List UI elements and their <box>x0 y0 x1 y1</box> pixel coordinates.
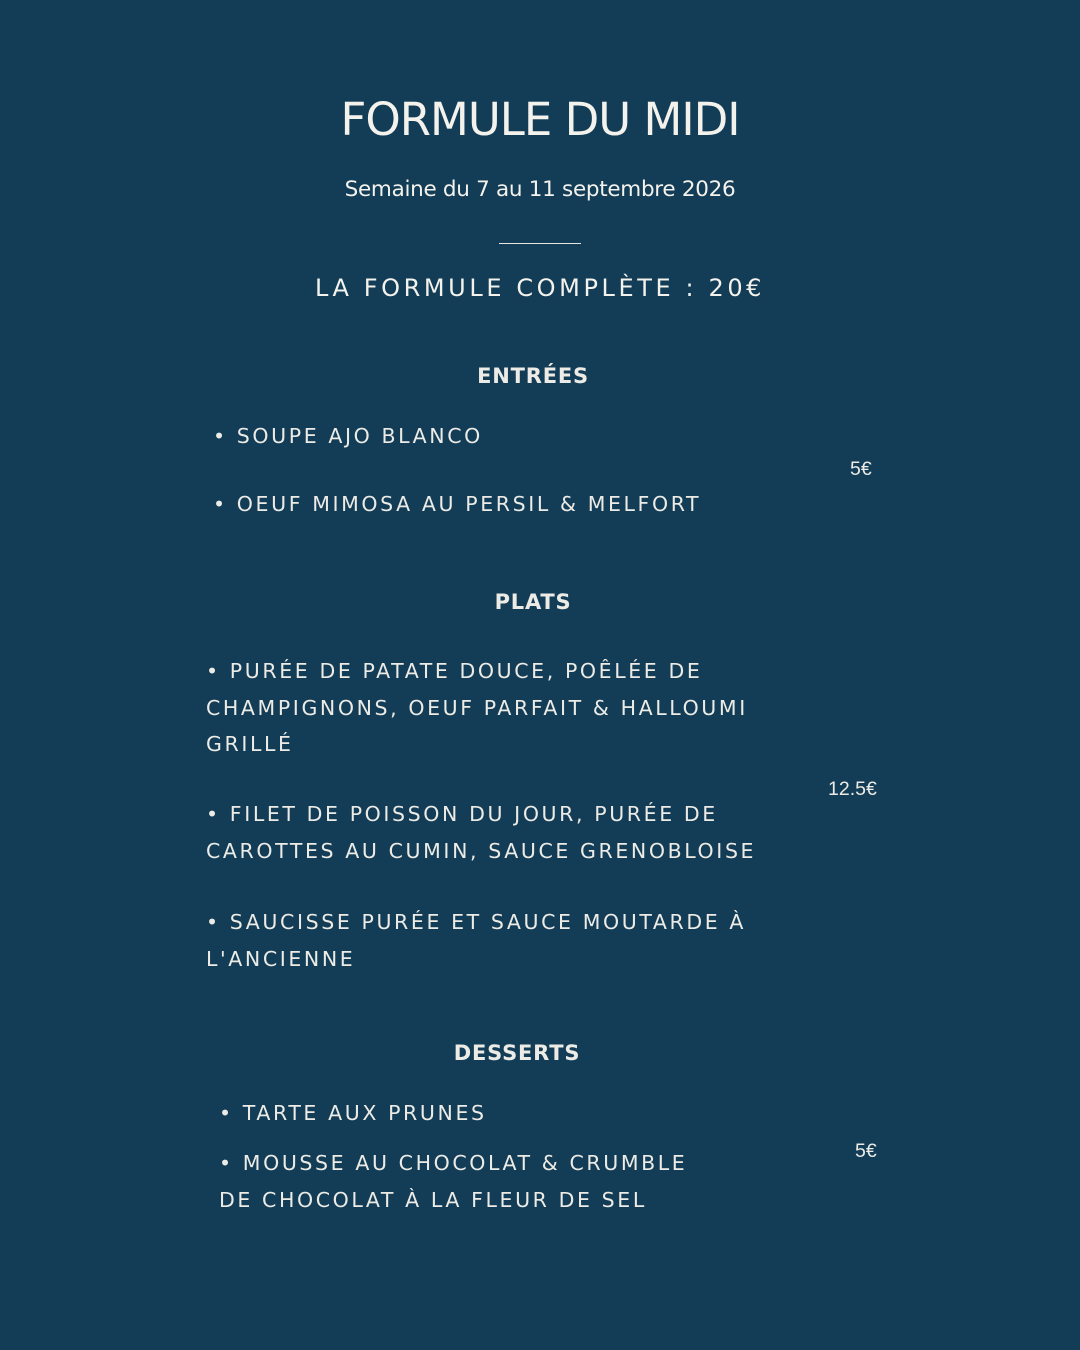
menu-item <box>213 486 701 523</box>
menu-item <box>219 1095 487 1132</box>
section-price-entrees: 5€ <box>850 458 872 480</box>
section-title-desserts: DESSERTS <box>453 1041 581 1065</box>
section-price-desserts: 5€ <box>855 1140 877 1162</box>
menu-item-line: • SAUCISSE PURÉE ET SAUCE MOUTARDE À <box>206 910 747 934</box>
menu-item-line: • TARTE AUX PRUNES <box>219 1101 487 1125</box>
menu-item <box>206 653 748 763</box>
menu-item-line: CAROTTES AU CUMIN, SAUCE GRENOBLOISE <box>206 838 757 863</box>
menu-item-line: • OEUF MIMOSA AU PERSIL & MELFORT <box>213 492 702 516</box>
menu-item-line: GRILLÉ <box>206 732 294 756</box>
menu-item <box>206 904 746 977</box>
formula-price: LA FORMULE COMPLÈTE : 20€ <box>314 274 766 302</box>
menu-item <box>219 1145 687 1218</box>
menu-item-line: L'ANCIENNE <box>206 946 356 971</box>
divider-line <box>499 243 581 244</box>
menu-item-line: CHAMPIGNONS, OEUF PARFAIT & HALLOUMI <box>206 695 748 720</box>
section-title-plats: PLATS <box>494 590 572 614</box>
week-subtitle: Semaine du 7 au 11 septembre 2026 <box>344 177 736 202</box>
menu-item-line: • PURÉE DE PATATE DOUCE, POÊLÉE DE <box>206 659 703 683</box>
menu-item-line: • MOUSSE AU CHOCOLAT & CRUMBLE <box>219 1151 688 1175</box>
menu-item-line: DE CHOCOLAT À LA FLEUR DE SEL <box>219 1187 647 1212</box>
section-price-plats: 12.5€ <box>828 778 877 800</box>
menu-item <box>213 418 483 455</box>
menu-item <box>206 796 756 869</box>
menu-item-line: • FILET DE POISSON DU JOUR, PURÉE DE <box>206 802 718 826</box>
page-title: FORMULE DU MIDI <box>340 93 740 146</box>
section-title-entrees: ENTRÉES <box>477 364 589 388</box>
menu-item-line: • SOUPE AJO BLANCO <box>213 424 483 448</box>
